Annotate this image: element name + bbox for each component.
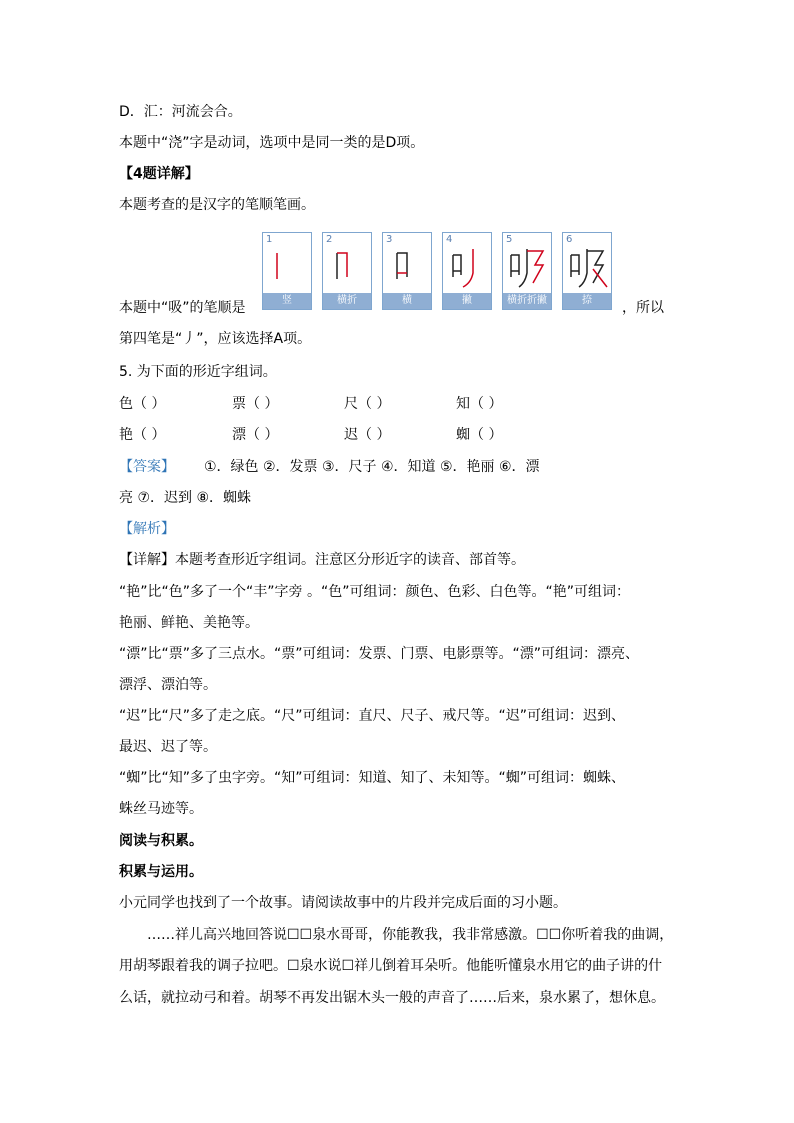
stroke-number: 3 bbox=[386, 234, 393, 245]
text-line: 本题考查的是汉字的笔顺笔画。 bbox=[119, 197, 315, 213]
text-line: 最迟、迟了等。 bbox=[119, 739, 217, 755]
stroke-number: 5 bbox=[506, 234, 513, 245]
blank-item: 票（ ） bbox=[232, 396, 279, 412]
text-line: “迟”比“尺”多了走之底。“尺”可组词：直尺、尺子、戒尺等。“迟”可组词：迟到、 bbox=[119, 708, 626, 724]
text-line: 【详解】本题考查形近字组词。注意区分形近字的读音、部首等。 bbox=[119, 552, 525, 568]
text-line: “艳”比“色”多了一个“丰”字旁 。“色”可组词：颜色、色彩、白色等。“艳”可组词： bbox=[119, 584, 630, 600]
blank-item: 色（ ） bbox=[119, 396, 166, 412]
stroke-cell bbox=[562, 232, 612, 310]
text-line: 漂浮、漂泊等。 bbox=[119, 677, 217, 693]
text-line: ，所以 bbox=[622, 300, 664, 316]
text-line: 本题中“浇”字是动词，选项中是同一类的是D项。 bbox=[119, 135, 425, 151]
stroke-label: 横折折撇 bbox=[503, 293, 551, 309]
text-line: 艳丽、鲜艳、美艳等。 bbox=[119, 615, 259, 631]
stroke-glyph-4 bbox=[443, 233, 491, 293]
stroke-cell bbox=[442, 232, 492, 310]
stroke-cell bbox=[322, 232, 372, 310]
text-line: 蛛丝马迹等。 bbox=[119, 801, 203, 817]
answer-text: 亮 ⑦．迟到 ⑧．蜘蛛 bbox=[119, 490, 252, 506]
blank-item: 蜘（ ） bbox=[456, 427, 503, 443]
stroke-glyph-2 bbox=[323, 233, 371, 293]
stroke-cell bbox=[502, 232, 552, 310]
text-line: “蜘”比“知”多了虫字旁。“知”可组词：知道、知了、未知等。“蜘”可组词：蜘蛛、 bbox=[119, 770, 626, 786]
stroke-number: 2 bbox=[326, 234, 333, 245]
stroke-label: 横 bbox=[383, 293, 431, 309]
stroke-cell bbox=[262, 232, 312, 310]
blank-item: 漂（ ） bbox=[232, 427, 279, 443]
section-heading: 积累与运用。 bbox=[119, 864, 203, 880]
stroke-label: 竖 bbox=[263, 293, 311, 309]
stroke-label: 捺 bbox=[563, 293, 611, 309]
stroke-glyph-3 bbox=[383, 233, 431, 293]
story-paragraph: 么话，就拉动弓和着。胡琴不再发出锯木头一般的声音了……后来，泉水累了，想休息。 bbox=[119, 990, 665, 1006]
answer-text: ①．绿色 ②．发票 ③．尺子 ④．知道 ⑤．艳丽 ⑥．漂 bbox=[204, 459, 540, 475]
blank-item: 迟（ ） bbox=[344, 427, 391, 443]
section-heading: 阅读与积累。 bbox=[119, 833, 203, 849]
text-line: 本题中“吸”的笔顺是 bbox=[119, 300, 246, 316]
blank-item: 艳（ ） bbox=[119, 427, 166, 443]
answer-label: 【答案】 bbox=[119, 459, 175, 475]
stroke-glyph-6 bbox=[563, 233, 611, 293]
stroke-number: 4 bbox=[446, 234, 453, 245]
stroke-number: 1 bbox=[266, 234, 273, 245]
stroke-glyph-1 bbox=[263, 233, 311, 293]
stroke-label: 撇 bbox=[443, 293, 491, 309]
blank-item: 尺（ ） bbox=[344, 396, 391, 412]
stroke-label: 横折 bbox=[323, 293, 371, 309]
text-line: 第四笔是“丿”，应该选择A项。 bbox=[119, 331, 312, 347]
story-paragraph: 用胡琴跟着我的调子拉吧。☐泉水说☐祥儿倒着耳朵听。他能听懂泉水用它的曲子讲的什 bbox=[119, 958, 663, 974]
text-line: D．汇：河流会合。 bbox=[119, 104, 242, 120]
blank-item: 知（ ） bbox=[456, 396, 503, 412]
text-line: 小元同学也找到了一个故事。请阅读故事中的片段并完成后面的习小题。 bbox=[119, 895, 567, 911]
question-title: 5. 为下面的形近字组词。 bbox=[119, 364, 277, 380]
section-heading: 【4题详解】 bbox=[119, 166, 199, 182]
stroke-cell bbox=[382, 232, 432, 310]
text-line: “漂”比“票”多了三点水。“票”可组词：发票、门票、电影票等。“漂”可组词：漂亮、 bbox=[119, 646, 640, 662]
analysis-label: 【解析】 bbox=[119, 521, 175, 537]
stroke-number: 6 bbox=[566, 234, 573, 245]
stroke-glyph-5 bbox=[503, 233, 551, 293]
story-paragraph: ……祥儿高兴地回答说☐☐泉水哥哥，你能教我，我非常感激。☐☐你听着我的曲调， bbox=[147, 927, 674, 943]
